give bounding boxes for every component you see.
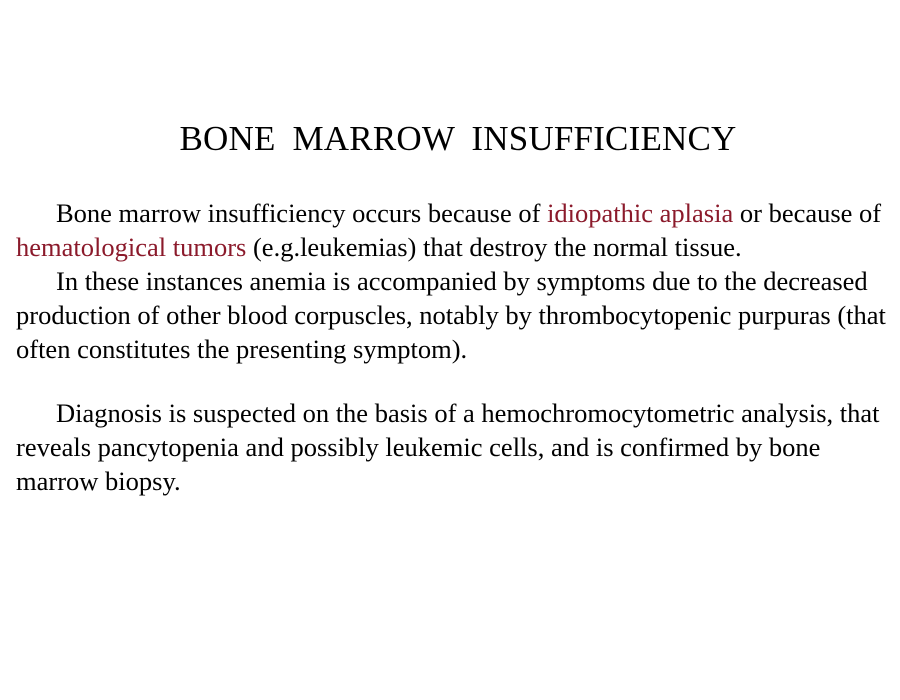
slide-body (16, 196, 888, 498)
paragraph-diagnosis: Diagnosis is suspected on the basis of a hemochromocytometric analysis, that reveals pancytopenia and possibly leukemic cells, and is confirmed by bone marrow biopsy. (16, 398, 880, 496)
paragraph-causes (16, 196, 888, 264)
paragraph-symptoms: In these instances anemia is accompanied by symptoms due to the decreased production of other blood corpuscles, notably by thrombocytopenic purpuras (that often constitutes the presenting symptom). (16, 266, 886, 364)
highlight-idiopathic-aplasia: idiopathic aplasia (547, 198, 734, 228)
paragraph-text: Bone marrow insufficiency occurs because of (56, 198, 548, 228)
highlight-hematological-tumors: hematological tumors (16, 232, 247, 262)
slide-title: BONE MARROW INSUFFICIENCY (179, 119, 737, 158)
paragraph-text: or because of (733, 198, 882, 228)
paragraph-text: (e.g.leukemias) that destroy the normal tissue. (246, 232, 742, 262)
